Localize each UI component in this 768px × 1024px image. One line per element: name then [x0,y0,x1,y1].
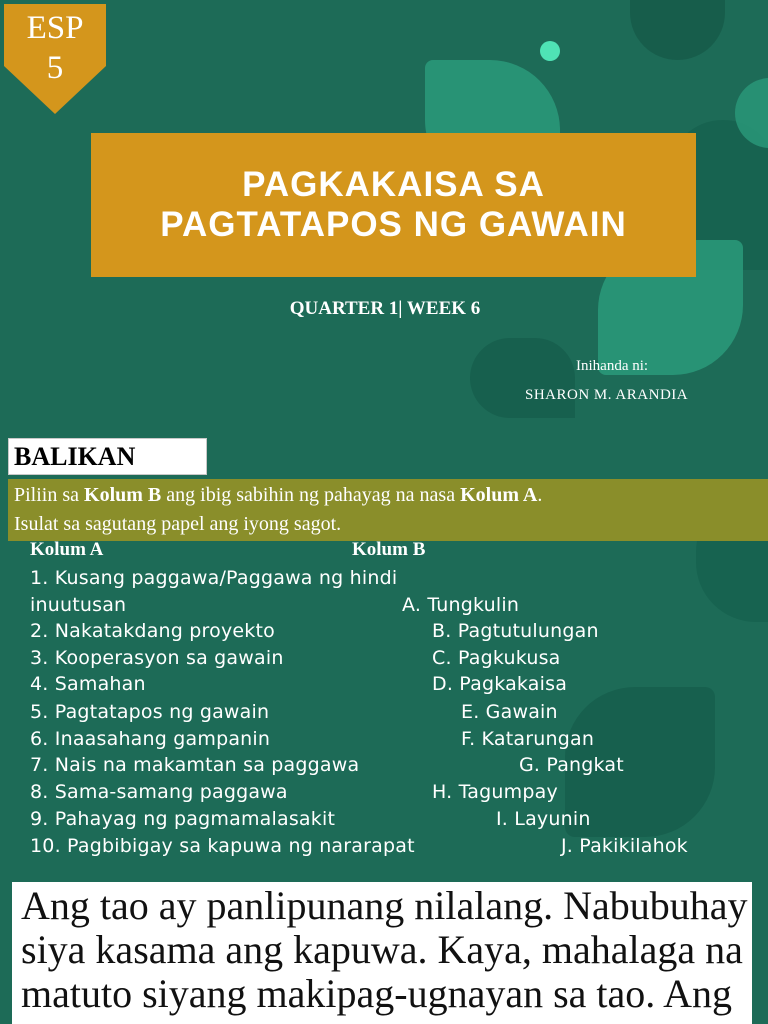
column-a-item: 10. Pagbibigay sa kapuwa ng nararapat [30,835,415,857]
badge-line-1: ESP [26,10,84,46]
instruction-box [8,479,768,541]
column-b-item: A. Tungkulin [402,594,520,616]
badge-line-2: 5 [46,50,64,86]
title-slide [0,0,768,432]
instruction-line-1 [14,481,768,510]
section-heading: BALIKAN [8,438,207,475]
column-b-item: C. Pagkukusa [432,647,561,669]
column-a-item: 5. Pagtatapos ng gawain [30,701,270,723]
intro-paragraph: Ang tao ay panlipunang nilalang. Nabubuhay siya kasama ang kapuwa. Kaya, mahalaga na matuto siyang makipag-ugnayan sa tao. Ang [21,883,748,1016]
column-a-item: 2. Nakatakdang proyekto [30,620,275,642]
prepared-by-label: Inihanda ni: [576,358,649,374]
column-b-item: I. Layunin [496,808,591,830]
quarter-week-label: QUARTER 1| WEEK 6 [289,298,481,319]
paragraph-box [12,882,752,1024]
column-a-item: 3. Kooperasyon sa gawain [30,647,284,669]
column-b-item: D. Pagkakaisa [432,673,568,695]
balikan-slide [0,432,768,870]
column-a-item: 8. Sama-samang paggawa [30,781,288,803]
content-slide [0,870,768,1024]
decorative-dot [540,41,560,61]
column-b-header: Kolum B [352,539,426,560]
column-a-item: 7. Nais na makamtan sa paggawa [30,754,360,776]
column-a-item: 1. Kusang paggawa/Paggawa ng hindi [30,567,398,589]
decorative-leaf [470,338,575,418]
badge-label [4,8,106,88]
title-banner [91,133,696,277]
column-b-item: J. Pakikilahok [561,835,688,857]
column-a-item: 9. Pahayag ng pagmamalasakit [30,808,336,830]
decorative-leaf [630,0,725,60]
column-b-item: H. Tagumpay [432,781,558,803]
slide-title: PAGKAKAISA SA PAGTATAPOS NG GAWAIN [160,165,627,244]
instruction-line-2: Isulat sa sagutang papel ang iyong sagot. [14,513,342,535]
column-b-item: B. Pagtutulungan [432,620,599,642]
author-name: SHARON M. ARANDIA [525,387,689,403]
column-b-item: G. Pangkat [519,754,624,776]
column-a-item: inuutusan [30,594,127,616]
column-a-header: Kolum A [30,539,104,560]
instruction-text: . [537,484,543,506]
subject-badge [4,4,106,114]
instruction-text: ang ibig sabihin ng pahayag na nasa [161,484,461,506]
column-a-item: 6. Inaasahang gampanin [30,728,271,750]
instruction-text: Piliin sa [14,484,85,506]
column-a-item: 4. Samahan [30,673,146,695]
column-b-item: E. Gawain [461,701,558,723]
instruction-bold: Kolum A [460,484,538,506]
instruction-bold: Kolum B [84,484,162,506]
column-b-item: F. Katarungan [461,728,595,750]
